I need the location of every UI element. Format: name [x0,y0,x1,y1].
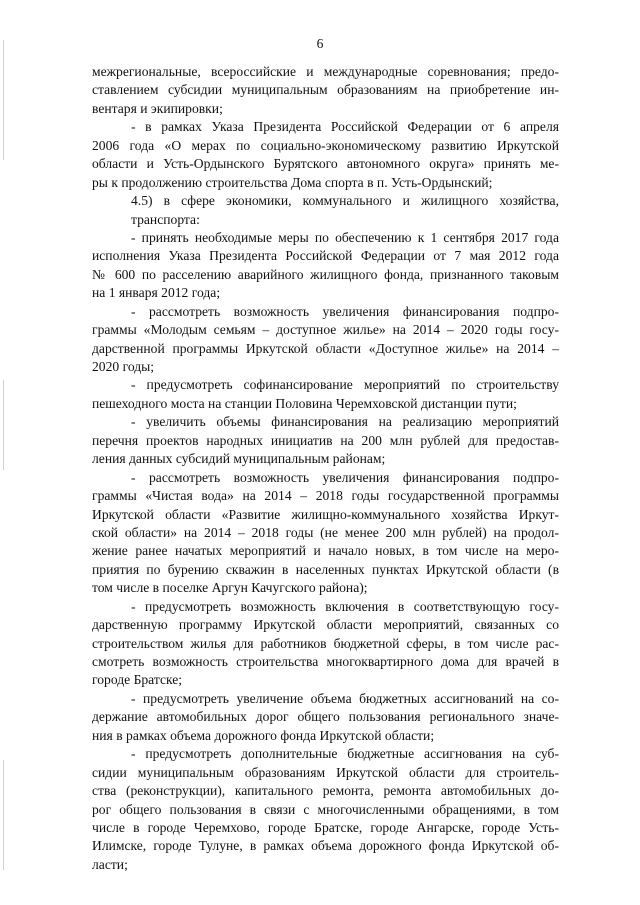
text-line: перечня проектов народных инициатив на 200 млн рублей для предостав- [92,432,559,448]
text-line: Иркутской области «Развитие жилищно-коммунального хозяйства Иркут- [92,506,559,522]
text-line: - увеличить объемы финансирования на реализацию мероприятий [131,414,559,430]
text-line: граммы «Молодым семьям – доступное жилье» на 2014 – 2020 годы госу- [92,322,559,338]
text-line: ства (реконструкции), капитального ремонта, ремонта автомобильных до- [92,783,559,799]
text-line: 2020 годы; [92,359,155,374]
text-line: ставлением субсидии муниципальным образованиям на приобретение ин- [92,82,559,98]
text-line: транспорта: [131,211,200,227]
text-line: дарственную программу Иркутской области мероприятий, связанных со [92,617,559,633]
text-line: ния в рамках объема дорожного фонда Иркутской области; [92,727,435,743]
text-line: 2006 года «О мерах по социально-экономическому развитию Иркутской [92,137,559,153]
scan-edge-mark [3,380,4,470]
text-line: ры к продолжению строительства Дома спорта в п. Усть-Ордынский; [92,174,493,190]
text-line: - рассмотреть возможность увеличения финансирования подпро- [131,469,559,485]
text-line: сидии муниципальным образованиям Иркутской области для строитель- [92,764,559,780]
text-line: вентаря и экипировки; [92,100,223,116]
scan-edge-mark [3,760,4,870]
text-line: - предусмотреть увеличение объема бюджетных ассигнований на со- [131,690,559,706]
text-line: межрегиональные, всероссийские и международные соревнования; предо- [92,64,559,79]
text-line: ления данных субсидий муниципальным районам; [92,451,386,467]
text-line: жение ранее начатых мероприятий и начало новых, в том числе на меро- [92,543,559,559]
text-line: - рассмотреть возможность увеличения финансирования подпро- [131,303,559,319]
text-line: - предусмотреть софинансирование мероприятий по строительству [131,377,559,393]
text-line: пешеходного моста на станции Половина Черемховской дистанции пути; [92,395,517,411]
document-body [92,63,559,874]
text-line: области и Усть-Ордынского Бурятского автономного округа» принять ме- [92,156,559,172]
text-line: смотреть возможность строительства многоквартирного дома для врачей в [92,654,559,669]
text-line: Илимске, городе Тулуне, в рамках объема дорожного фонда Иркутской об- [92,838,559,854]
text-line: исполнения Указа Президента Российской Федерации от 7 мая 2012 года [92,248,559,264]
text-line: - предусмотреть возможность включения в соответствующую госу- [131,598,559,614]
text-line: ласти; [92,856,128,872]
text-line: числе в городе Черемхово, городе Братске, городе Ангарске, городе Усть- [92,819,559,835]
text-line: - принять необходимые меры по обеспечению к 1 сентября 2017 года [131,229,559,245]
text-line: - в рамках Указа Президента Российской Федерации от 6 апреля [131,119,559,135]
text-line: № 600 по расселению аварийного жилищного фонда, признанного таковым [92,266,559,282]
text-line: том числе в поселке Аргун Качугского района); [92,580,368,596]
text-line: держание автомобильных дорог общего пользования регионального значе- [92,709,559,725]
text-line: 4.5) в сфере экономики, коммунального и жилищного хозяйства, [131,193,559,209]
scan-edge-mark [3,40,4,160]
text-line: строительством жилья для работников бюджетной сферы, в том числе рас- [92,635,559,651]
page-number: 6 [316,36,324,51]
text-line: на 1 января 2012 года; [92,285,221,301]
text-line: рог общего пользования в связи с многочисленными обращениями, в том [92,801,559,817]
text-line: дарственной программы Иркутской области «Доступное жилье» на 2014 – [92,340,559,356]
text-line: - предусмотреть дополнительные бюджетные ассигнования на суб- [131,746,559,762]
text-line: ской области» на 2014 – 2018 годы (не менее 200 млн рублей) на продол- [92,524,559,540]
text-line: городе Братске; [92,672,183,688]
text-line: граммы «Чистая вода» на 2014 – 2018 годы государственной программы [92,488,559,504]
text-line: приятия по бурению скважин в населенных пунктах Иркутской области (в [92,561,559,577]
